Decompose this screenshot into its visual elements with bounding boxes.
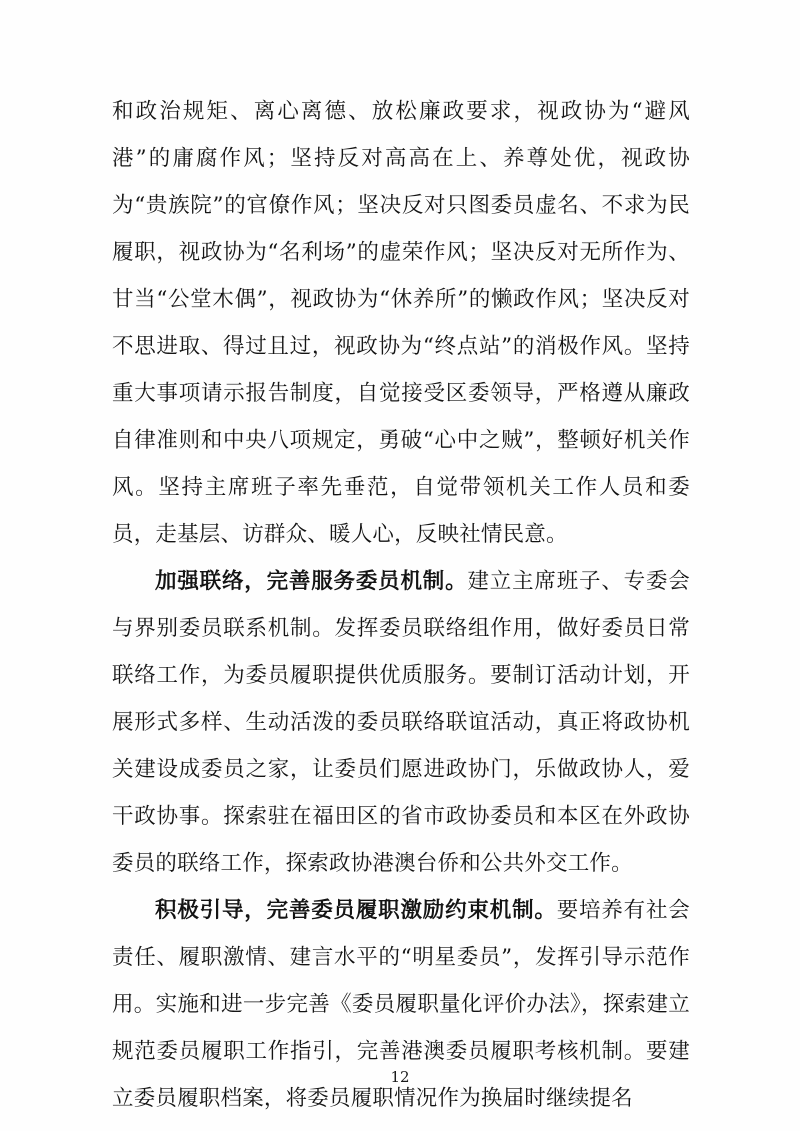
paragraph-2-lead: 加强联络，完善服务委员机制。 (155, 569, 468, 594)
paragraph-3-lead: 积极引导，完善委员履职激励约束机制。 (155, 898, 557, 923)
paragraph-2-text: 建立主席班子、专委会与界别委员联系机制。发挥委员联络组作用，做好委员日常联络工作，为委员履职提供优质服务。要制订活动计划，开展形式多样、生动活泼的委员联络联谊活动，真正将政协机关建设成委员之家，让委员们愿进政协门，乐做政协人，爱干政协事。探索驻在福田区的省市政协委员和本区在外政协委员的联络工作，探索政协港澳台侨和公共外交工作。 (112, 569, 690, 876)
paragraph-2 (112, 558, 690, 887)
paragraph-3 (112, 887, 690, 1122)
page-number: 12 (390, 1068, 410, 1086)
paragraph-1-text: 和政治规矩、离心离德、放松廉政要求，视政协为“避风港”的庸腐作风；坚持反对高高在上、养尊处优，视政协为“贵族院”的官僚作风；坚决反对只图委员虚名、不求为民履职，视政协为“名利场”的虚荣作风；坚决反对无所作为、甘当“公堂木偶”，视政协为“休养所”的懒政作风；坚决反对不思进取、得过且过，视政协为“终点站”的消极作风。坚持重大事项请示报告制度，自觉接受区委领导，严格遵从廉政自律准则和中央八项规定，勇破“心中之贼”，整顿好机关作风。坚持主席班子率先垂范，自觉带领机关工作人员和委员，走基层、访群众、暖人心，反映社情民意。 (112, 99, 690, 547)
paragraph-3-text: 要培养有社会责任、履职激情、建言水平的“明星委员”，发挥引导示范作用。实施和进一步完善《委员履职量化评价办法》，探索建立规范委员履职工作指引，完善港澳委员履职考核机制。要建立委员履职档案，将委员履职情况作为换届时继续提名 (112, 898, 691, 1111)
document-body (112, 88, 690, 1122)
paragraph-1 (112, 88, 690, 558)
